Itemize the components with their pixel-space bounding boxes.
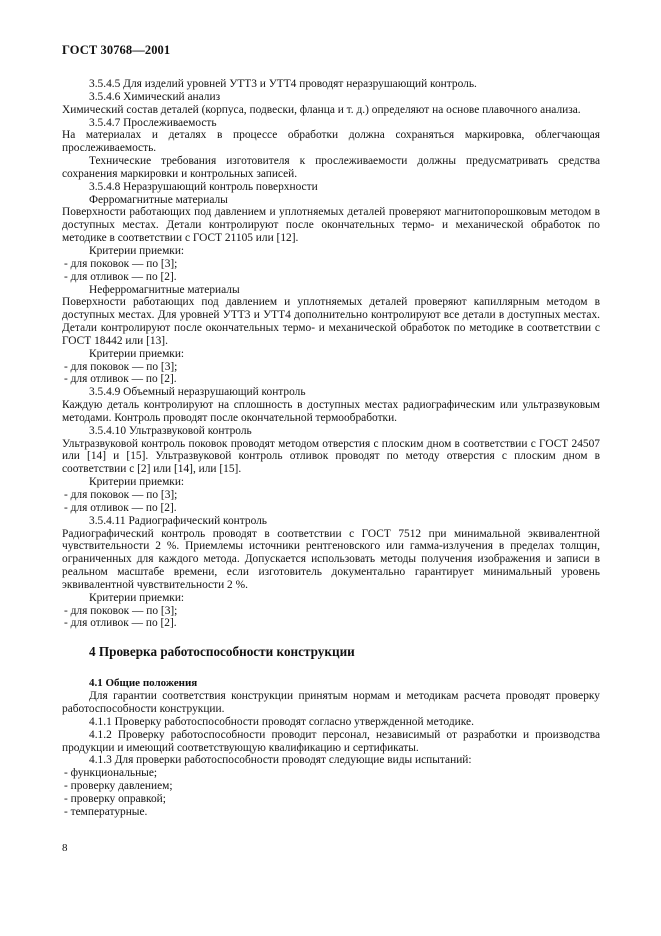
criteria-item: - для поковок — по [3];	[64, 489, 178, 501]
paragraph-traceability-1: На материалах и деталях в процессе обработки должна сохраняться маркировка, облегчающая прослеживаемость.	[62, 129, 600, 155]
test-type-item: - проверку оправкой;	[64, 792, 166, 805]
heading-nonferromagnetic: Неферромагнитные материалы	[89, 283, 240, 296]
test-type-item: - проверку давлением;	[64, 780, 173, 793]
criteria-item: - для отливок — по [2].	[64, 373, 177, 386]
paragraph-4-1-2: 4.1.2 Проверку работоспособности проводит персонал, независимый от разработки и производства продукции и имеющий соответствующую квалификацию и сертификаты.	[62, 728, 600, 754]
heading-3-5-4-7: 3.5.4.7 Прослеживаемость	[89, 116, 217, 129]
heading-3-5-4-8: 3.5.4.8 Неразрушающий контроль поверхности	[89, 180, 318, 193]
paragraph-4-1: Для гарантии соответствия конструкции принятым нормам и методикам расчета проводят проверку работоспособности конструкции.	[62, 690, 600, 715]
paragraph-ultrasonic-control: Ультразвуковой контроль поковок проводят методом отверстия с плоским дном в соответствии с ГОСТ 24507 или [14] и [15]. Ультразвуковой контроль отливок проводят по методу отверстия с плоским дном в соответствии с [2] или [14], или [15].	[62, 437, 600, 476]
criteria-item: - для отливок — по [2].	[64, 617, 177, 630]
criteria-label-nonferro: Критерии приемки:	[89, 347, 185, 360]
criteria-label-ultrasonic: Критерии приемки:	[89, 476, 185, 489]
criteria-label-radiographic: Критерии приемки:	[89, 591, 185, 604]
criteria-item: - для отливок — по [2].	[64, 270, 177, 283]
criteria-item: - для поковок — по [3];	[64, 257, 178, 270]
subsection-4-1-title: 4.1 Общие положения	[89, 677, 198, 690]
heading-3-5-4-11: 3.5.4.11 Радиографический контроль	[89, 514, 268, 527]
heading-ferromagnetic: Ферромагнитные материалы	[89, 193, 228, 206]
test-type-item: - функциональные;	[64, 767, 158, 780]
criteria-item: - для поковок — по [3];	[64, 604, 178, 617]
paragraph-nonferromagnetic: Поверхности работающих под давлением и уплотняемых деталей проверяют капиллярным методом в доступных местах. Для уровней УТТ3 и УТТ4 дополнительно контролируют все детали в доступных местах. Детали контролируют после окончательных термо- и механической обработок по методике в соответствии с ГОСТ 18442 или [13].	[62, 296, 600, 347]
criteria-label-ferro: Критерии приемки:	[89, 244, 185, 257]
paragraph-3-5-4-5: 3.5.4.5 Для изделий уровней УТТ3 и УТТ4 проводят неразрушающий контроль.	[89, 78, 477, 90]
page-content	[62, 78, 600, 819]
paragraph-traceability-2: Технические требования изготовителя к прослеживаемости должны предусматривать средства сохранения маркировки и контрольных записей.	[62, 155, 600, 180]
page-number: 8	[62, 842, 68, 854]
criteria-item: - для отливок — по [2].	[64, 501, 177, 514]
criteria-item: - для поковок — по [3];	[64, 360, 178, 373]
paragraph-4-1-3: 4.1.3 Для проверки работоспособности проводят следующие виды испытаний:	[89, 754, 472, 767]
paragraph-4-1-1: 4.1.1 Проверку работоспособности проводят согласно утвержденной методике.	[89, 715, 474, 728]
heading-3-5-4-9: 3.5.4.9 Объемный неразрушающий контроль	[89, 386, 306, 399]
heading-3-5-4-6: 3.5.4.6 Химический анализ	[89, 90, 221, 103]
paragraph-ferromagnetic: Поверхности работающих под давлением и уплотняемых деталей проверяют магнитопорошковым методом в доступных местах. Детали контролируют после окончательных термо- и механической обработок по методике в соответствии с ГОСТ 21105 или [12].	[62, 206, 600, 245]
test-type-item: - температурные.	[64, 805, 148, 818]
heading-3-5-4-10: 3.5.4.10 Ультразвуковой контроль	[89, 424, 252, 437]
paragraph-chemical-analysis: Химический состав деталей (корпуса, подвески, фланца и т. д.) определяют на основе плавочного анализа.	[62, 103, 581, 116]
paragraph-radiographic-control: Радиографический контроль проводят в соответствии с ГОСТ 7512 при минимальной эквивалентной чувствительности 2 %. Приемлемы источники рентгеновского или гамма-излучения в пределах толщин, ограниченных для каждого метода. Допускается использовать методы получения изображения и записи в реальном масштабе времени, если изготовитель документально гарантирует минимальный уровень эквивалентной чувствительности 2 %.	[62, 527, 600, 591]
standard-header: ГОСТ 30768—2001	[62, 43, 171, 57]
section-4-title: 4 Проверка работоспособности конструкции	[89, 644, 355, 660]
paragraph-volumetric-control: Каждую деталь контролируют на сплошность в доступных местах радиографическим или ультразвуковым методами. Контроль проводят после окончательной термообработки.	[62, 399, 600, 424]
